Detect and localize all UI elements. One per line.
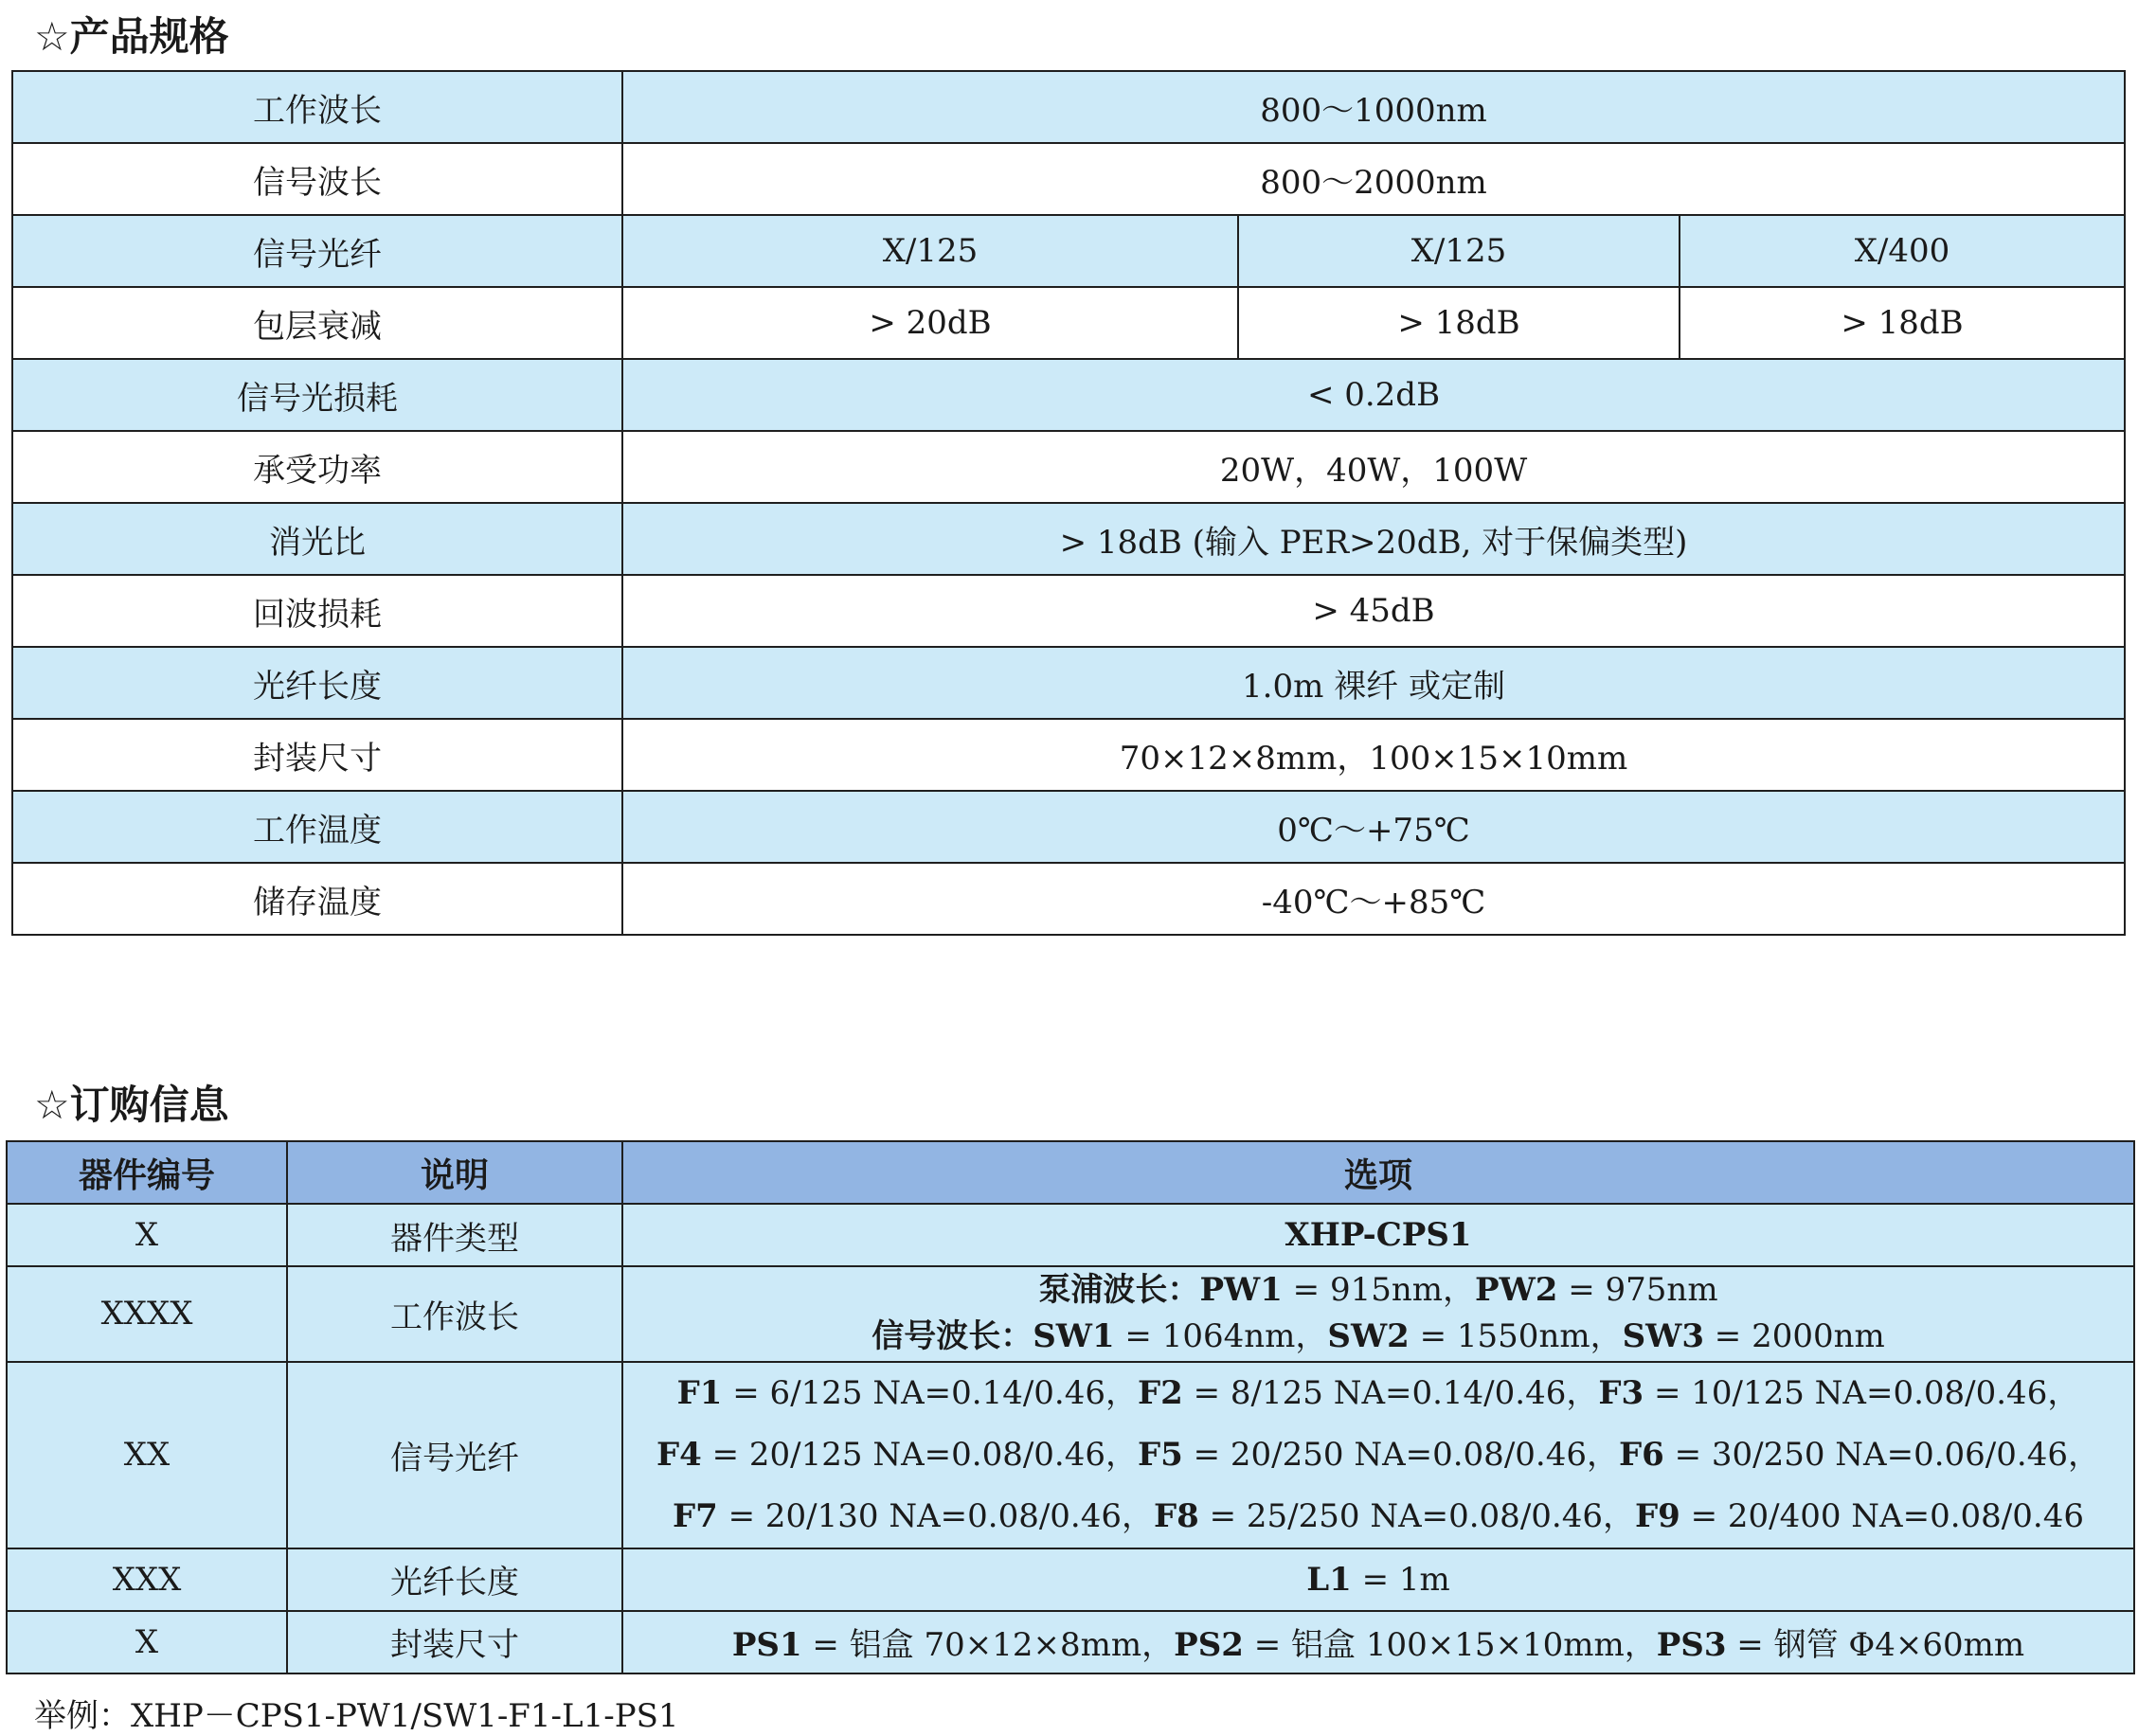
- spec-value: < 0.2dB: [622, 359, 2125, 431]
- fiber-line-3: [623, 1486, 2133, 1548]
- order-row-device-type: [7, 1204, 2134, 1266]
- spec-label: 信号波长: [12, 143, 622, 215]
- ps2-value: = 铝盒 100×15×10mm，: [1243, 1626, 1657, 1665]
- f1-key: F1: [676, 1373, 723, 1412]
- sw1-value: = 1064nm，: [1114, 1317, 1328, 1356]
- spec-value: -40℃～+85℃: [622, 863, 2125, 935]
- order-code: XX: [7, 1362, 287, 1548]
- sw1-key: SW1: [1033, 1317, 1115, 1356]
- f2-value: = 8/125 NA=0.14/0.46，: [1182, 1373, 1599, 1412]
- l1-key: L1: [1306, 1560, 1352, 1599]
- spec-value: > 18dB (输入 PER>20dB, 对于保偏类型): [622, 503, 2125, 575]
- f7-key: F7: [673, 1496, 718, 1535]
- l1-value: = 1m: [1351, 1560, 1450, 1599]
- order-option: [622, 1266, 2134, 1362]
- spec-value: > 20dB: [622, 287, 1238, 359]
- spec-label: 包层衰减: [12, 287, 622, 359]
- f5-key: F5: [1138, 1435, 1183, 1474]
- spec-label: 工作温度: [12, 791, 622, 863]
- f9-key: F9: [1634, 1496, 1680, 1535]
- f7-value: = 20/130 NA=0.08/0.46，: [717, 1496, 1154, 1535]
- order-desc: 工作波长: [287, 1266, 622, 1362]
- example-part-number: 举例：XHP－CPS1-PW1/SW1-F1-L1-PS1: [34, 1697, 679, 1735]
- order-option: [622, 1611, 2134, 1673]
- order-code: XXXX: [7, 1266, 287, 1362]
- order-desc: 信号光纤: [287, 1362, 622, 1548]
- spec-row-cladding-attenuation: [12, 287, 2125, 359]
- f8-key: F8: [1154, 1496, 1199, 1535]
- order-header-row: [7, 1141, 2134, 1204]
- pw2-key: PW2: [1475, 1271, 1558, 1309]
- spec-row-signal-loss: [12, 359, 2125, 431]
- spec-row-power-handling: [12, 431, 2125, 503]
- order-code: XXX: [7, 1548, 287, 1611]
- spec-table: [11, 70, 2126, 936]
- f6-key: F6: [1618, 1435, 1664, 1474]
- spec-row-signal-wavelength: [12, 143, 2125, 215]
- spec-row-storage-temp: [12, 863, 2125, 935]
- spec-value: 70×12×8mm，100×15×10mm: [622, 719, 2125, 791]
- order-section-title: ☆订购信息: [34, 1082, 229, 1128]
- fiber-line-2: [623, 1424, 2133, 1486]
- header-part-number: 器件编号: [7, 1141, 287, 1204]
- spec-value: 800～1000nm: [622, 71, 2125, 143]
- order-desc: 封装尺寸: [287, 1611, 622, 1673]
- sw3-key: SW3: [1622, 1317, 1704, 1356]
- spec-row-working-wavelength: [12, 71, 2125, 143]
- spec-value: 1.0m 裸纤 或定制: [622, 647, 2125, 719]
- spec-value: 0℃～+75℃: [622, 791, 2125, 863]
- pw1-key: PW1: [1199, 1271, 1283, 1309]
- order-row-signal-fiber: [7, 1362, 2134, 1548]
- header-options: 选项: [622, 1141, 2134, 1204]
- spec-label: 储存温度: [12, 863, 622, 935]
- spec-row-signal-fiber: [12, 215, 2125, 287]
- spec-value: 800～2000nm: [622, 143, 2125, 215]
- ps1-key: PS1: [731, 1626, 802, 1665]
- ps2-key: PS2: [1174, 1626, 1244, 1665]
- order-table: [6, 1140, 2135, 1674]
- pw2-value: = 975nm: [1557, 1271, 1718, 1309]
- header-description: 说明: [287, 1141, 622, 1204]
- order-option: [622, 1548, 2134, 1611]
- fiber-line-1: [623, 1363, 2133, 1424]
- spec-label: 回波损耗: [12, 575, 622, 647]
- spec-label: 信号光纤: [12, 215, 622, 287]
- spec-label: 工作波长: [12, 71, 622, 143]
- f4-value: = 20/125 NA=0.08/0.46，: [701, 1435, 1138, 1474]
- spec-label: 封装尺寸: [12, 719, 622, 791]
- spec-label: 光纤长度: [12, 647, 622, 719]
- order-option: XHP-CPS1: [622, 1204, 2134, 1266]
- sw2-value: = 1550nm，: [1409, 1317, 1623, 1356]
- f8-value: = 25/250 NA=0.08/0.46，: [1198, 1496, 1635, 1535]
- ps3-key: PS3: [1656, 1626, 1727, 1665]
- spec-value: > 18dB: [1238, 287, 1680, 359]
- pw1-value: = 915nm，: [1282, 1271, 1475, 1309]
- order-code: X: [7, 1611, 287, 1673]
- spec-label: 信号光损耗: [12, 359, 622, 431]
- ps3-value: = 钢管 Φ4×60mm: [1726, 1626, 2025, 1665]
- spec-label: 承受功率: [12, 431, 622, 503]
- sw3-value: = 2000nm: [1704, 1317, 1885, 1356]
- spec-section-title: ☆产品规格: [34, 13, 229, 60]
- order-option: [622, 1362, 2134, 1548]
- spec-row-extinction-ratio: [12, 503, 2125, 575]
- spec-value: > 45dB: [622, 575, 2125, 647]
- order-row-wavelength: [7, 1266, 2134, 1362]
- signal-wavelength-line: [623, 1314, 2133, 1360]
- pump-wavelength-line: [623, 1267, 2133, 1314]
- order-desc: 器件类型: [287, 1204, 622, 1266]
- order-desc: 光纤长度: [287, 1548, 622, 1611]
- spec-label: 消光比: [12, 503, 622, 575]
- order-row-fiber-length: [7, 1548, 2134, 1611]
- ps1-value: = 铝盒 70×12×8mm，: [801, 1626, 1175, 1665]
- spec-value: 20W，40W，100W: [622, 431, 2125, 503]
- f2-key: F2: [1138, 1373, 1183, 1412]
- spec-row-operating-temp: [12, 791, 2125, 863]
- spec-value: X/125: [1238, 215, 1680, 287]
- order-code: X: [7, 1204, 287, 1266]
- spec-value: X/400: [1680, 215, 2125, 287]
- f3-value: = 10/125 NA=0.08/0.46，: [1644, 1373, 2080, 1412]
- sw2-key: SW2: [1327, 1317, 1410, 1356]
- spec-row-return-loss: [12, 575, 2125, 647]
- spec-value: > 18dB: [1680, 287, 2125, 359]
- f6-value: = 30/250 NA=0.06/0.46，: [1663, 1435, 2100, 1474]
- spec-row-fiber-length: [12, 647, 2125, 719]
- f4-key: F4: [656, 1435, 702, 1474]
- f5-value: = 20/250 NA=0.08/0.46，: [1182, 1435, 1619, 1474]
- spec-value: X/125: [622, 215, 1238, 287]
- spec-row-package-size: [12, 719, 2125, 791]
- pump-label: 泵浦波长：: [1038, 1271, 1200, 1309]
- f3-key: F3: [1598, 1373, 1644, 1412]
- order-row-package: [7, 1611, 2134, 1673]
- f1-value: = 6/125 NA=0.14/0.46，: [722, 1373, 1138, 1412]
- f9-value: = 20/400 NA=0.08/0.46: [1680, 1496, 2084, 1535]
- signal-label: 信号波长：: [871, 1317, 1033, 1356]
